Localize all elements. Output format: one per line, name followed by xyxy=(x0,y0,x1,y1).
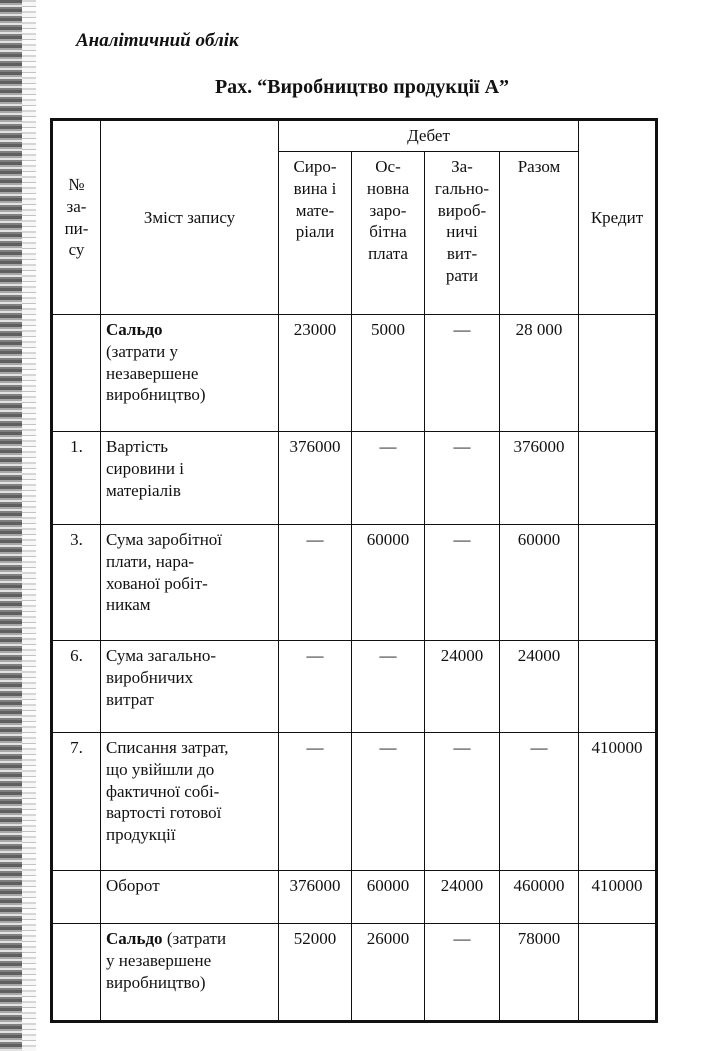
entry-content xyxy=(101,641,279,733)
cell-basic-wages: — xyxy=(352,432,425,525)
cell-raw-materials: 52000 xyxy=(279,924,352,1022)
cell-credit: 410000 xyxy=(579,733,657,871)
cell-total: 78000 xyxy=(500,924,579,1022)
entry-content xyxy=(101,924,279,1022)
cell-basic-wages: — xyxy=(352,641,425,733)
header-basic-wages-label: Ос- новна заро- бітна плата xyxy=(366,157,410,263)
entry-content-text: Сума загально- виробничих витрат xyxy=(106,646,217,709)
table-row-turnover xyxy=(52,871,657,924)
entry-content-bold: Сальдо xyxy=(106,320,163,339)
page-binding-edge xyxy=(0,0,22,1051)
cell-basic-wages: 5000 xyxy=(352,315,425,432)
cell-total: 376000 xyxy=(500,432,579,525)
cell-total: 460000 xyxy=(500,871,579,924)
table-row xyxy=(52,733,657,871)
header-credit-label: Кредит xyxy=(590,207,644,227)
cell-overhead: — xyxy=(425,924,500,1022)
table-row xyxy=(52,315,657,432)
cell-overhead: — xyxy=(425,525,500,641)
header-total-label: Разом xyxy=(517,157,561,176)
header-overhead xyxy=(425,152,500,315)
cell-basic-wages: 60000 xyxy=(352,525,425,641)
cell-total: 60000 xyxy=(500,525,579,641)
cell-credit xyxy=(579,315,657,432)
entry-content xyxy=(101,525,279,641)
entry-content-text: Списання затрат, що увійшли до фактичної собі- вартості готової продукції xyxy=(106,738,229,844)
cell-raw-materials: 376000 xyxy=(279,871,352,924)
entry-content-text: (затрати у незавершене виробництво) xyxy=(106,929,227,992)
entry-content xyxy=(101,432,279,525)
page-binding-shadow xyxy=(22,0,36,1051)
cell-overhead: — xyxy=(425,432,500,525)
header-entry-number xyxy=(52,120,101,315)
entry-number xyxy=(52,924,101,1022)
entry-number: 7. xyxy=(52,733,101,871)
cell-credit xyxy=(579,924,657,1022)
entry-content-bold: Оборот xyxy=(106,876,160,895)
header-credit xyxy=(579,120,657,315)
entry-content-text: Вартість сировини і матеріалів xyxy=(106,437,184,500)
entry-number: 3. xyxy=(52,525,101,641)
entry-content xyxy=(101,733,279,871)
header-basic-wages xyxy=(352,152,425,315)
account-ledger-table xyxy=(50,118,658,1023)
cell-basic-wages: — xyxy=(352,733,425,871)
header-debit-label: Дебет xyxy=(407,126,450,146)
header-entry-number-label: № за- пи- су xyxy=(64,175,89,260)
cell-credit xyxy=(579,432,657,525)
entry-number xyxy=(52,871,101,924)
entry-number: 1. xyxy=(52,432,101,525)
table-row xyxy=(52,525,657,641)
entry-number: 6. xyxy=(52,641,101,733)
entry-content-bold: Сальдо xyxy=(106,929,163,948)
entry-content-text: Сума заробітної плати, нара- хованої робіт- никам xyxy=(106,530,223,615)
entry-number xyxy=(52,315,101,432)
header-entry-content-label: Зміст запису xyxy=(143,207,236,227)
cell-credit: 410000 xyxy=(579,871,657,924)
header-overhead-label: За- гально- вироб- ничі вит- рати xyxy=(434,157,490,285)
header-total xyxy=(500,152,579,315)
header-debit xyxy=(279,120,579,152)
cell-raw-materials: 23000 xyxy=(279,315,352,432)
cell-credit xyxy=(579,641,657,733)
cell-raw-materials: — xyxy=(279,733,352,871)
cell-raw-materials: 376000 xyxy=(279,432,352,525)
table-row xyxy=(52,432,657,525)
cell-credit xyxy=(579,525,657,641)
cell-overhead: 24000 xyxy=(425,641,500,733)
table-title: Рах. “Виробництво продукції А” xyxy=(214,76,510,98)
cell-overhead: — xyxy=(425,733,500,871)
cell-overhead: 24000 xyxy=(425,871,500,924)
cell-raw-materials: — xyxy=(279,525,352,641)
header-raw-materials xyxy=(279,152,352,315)
entry-content xyxy=(101,871,279,924)
cell-total: 28 000 xyxy=(500,315,579,432)
cell-total: 24000 xyxy=(500,641,579,733)
cell-raw-materials: — xyxy=(279,641,352,733)
header-raw-materials-label: Сиро- вина і мате- ріали xyxy=(293,157,337,242)
table-row-closing-balance xyxy=(52,924,657,1022)
cell-overhead: — xyxy=(425,315,500,432)
cell-basic-wages: 26000 xyxy=(352,924,425,1022)
entry-content-text: (затрати у незавершене виробництво) xyxy=(106,341,206,405)
cell-basic-wages: 60000 xyxy=(352,871,425,924)
header-entry-content xyxy=(101,120,279,315)
section-heading: Аналітичний облік xyxy=(76,30,239,51)
table-row xyxy=(52,641,657,733)
cell-total: — xyxy=(500,733,579,871)
entry-content xyxy=(101,315,279,432)
